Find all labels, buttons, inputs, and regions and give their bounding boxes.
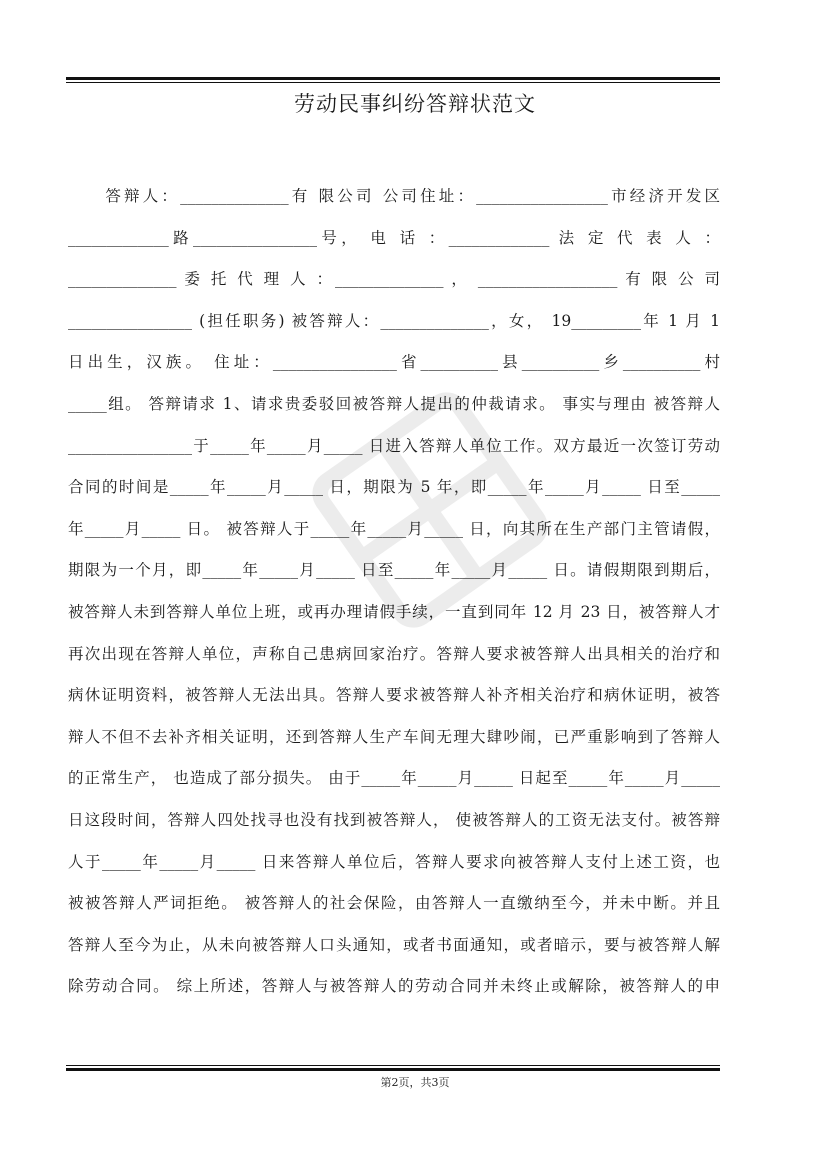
body-line: ________________于_____年_____月_____ 日进入答辩人单位工作。双方最近一次签订劳动 — [68, 436, 720, 455]
bottom-rule-thin — [66, 1065, 720, 1066]
page-number: 第2页，共3页 — [380, 1076, 450, 1089]
body-line: 病休证明资料，被答辩人无法出具。答辩人要求被答辩人补齐相关治疗和病休证明，被答 — [68, 686, 720, 705]
body-line: 合同的时间是_____年_____月_____ 日，期限为 5 年，即_____年_____月_____ 日至_____ — [68, 478, 720, 497]
top-rule-thick — [66, 77, 720, 80]
body-line: 被被答辩人严词拒绝。 被答辩人的社会保险，由答辩人一直缴纳至今，并未中断。并且 — [68, 894, 720, 913]
body-line: ________________ (担任职务) 被答辩人：______________，女， 19_________年 1 月 1 — [68, 311, 720, 330]
body-line: 答辩人：______________有 限公司 公司住址：_________________市经济开发区 — [68, 187, 720, 205]
body-line: 期限为一个月，即_____年_____月_____ 日至_____年_____月_____ 日。请假期限到期后， — [68, 561, 720, 580]
body-line: _____________路________________号， 电 话 ：_____________ 法 定 代 表 人 ： — [68, 228, 720, 247]
body-line: 被答辩人未到答辩人单位上班，或再办理请假手续，一直到同年 12 月 23 日，被答辩人才 — [68, 602, 720, 621]
body-line: 答辩人至今为止，从未向被答辩人口头通知，或者书面通知，或者暗示，要与被答辩人解 — [68, 935, 720, 954]
body-line: ______________ 委 托 代 理 人 ：______________ ， __________________ 有 限 公 司 — [68, 270, 720, 289]
body-line: 年_____月_____ 日。 被答辩人于_____年_____月_____ 日，向其所在生产部门主管请假， — [68, 519, 720, 538]
body-line: _____组。 答辩请求 1、请求贵委驳回被答辩人提出的仲裁请求。 事实与理由 被答辩人 — [68, 394, 720, 413]
body-line: 日这段时间，答辩人四处找寻也没有找到被答辩人， 使被答辩人的工资无法支付。被答辩 — [68, 810, 720, 829]
body-line: 人于_____年_____月_____ 日来答辩人单位后，答辩人要求向被答辩人支付上述工资，也 — [68, 852, 720, 871]
body-line: 日出生，汉族。 住址：________________省__________县__________乡__________村 — [68, 353, 720, 372]
document-body — [68, 176, 720, 1008]
document-title: 劳动民事纠纷答辩状范文 — [294, 92, 536, 116]
body-line: 再次出现在答辩人单位，声称自己患病回家治疗。答辩人要求被答辩人出具相关的治疗和 — [68, 644, 720, 663]
body-line: 的正常生产， 也造成了部分损失。 由于_____年_____月_____ 日起至_____年_____月_____ — [68, 769, 720, 788]
top-rule-thin — [66, 82, 720, 83]
body-line: 辩人不但不去补齐相关证明，还到答辩人生产车间无理大肆吵闹，已严重影响到了答辩人 — [68, 727, 720, 746]
body-line: 除劳动合同。 综上所述，答辩人与被答辩人的劳动合同并未终止或解除，被答辩人的申 — [68, 977, 720, 996]
bottom-rule-thick — [66, 1068, 720, 1071]
